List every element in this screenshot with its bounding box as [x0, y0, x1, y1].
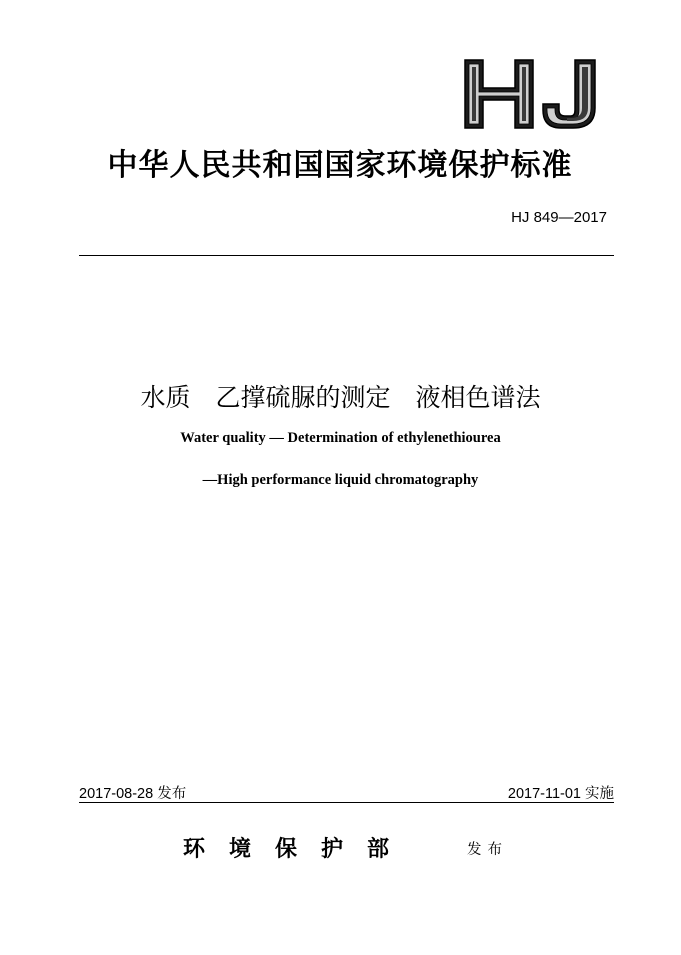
logo-letter-h [465, 60, 533, 128]
footer-divider [79, 802, 614, 803]
logo-letter-j [543, 60, 595, 128]
hj-logo [463, 58, 599, 130]
issue-label: 发布 [467, 842, 508, 858]
organization-title: 中华人民共和国国家环境保护标准 [107, 148, 573, 183]
standard-number: HJ 849—2017 [511, 209, 607, 226]
english-title-line1: Water quality — Determination of ethylenethiourea [180, 430, 501, 446]
hj-logo-icon [463, 58, 599, 130]
issuing-authority: 环境保护部 [183, 836, 414, 862]
chinese-title: 水质 乙撑硫脲的测定 液相色谱法 [140, 383, 541, 412]
header-divider [79, 255, 614, 256]
english-title-line2: —High performance liquid chromatography [202, 472, 479, 488]
issue-date: 2017-08-28 发布 [79, 786, 187, 802]
implementation-date: 2017-11-01 实施 [507, 786, 614, 802]
